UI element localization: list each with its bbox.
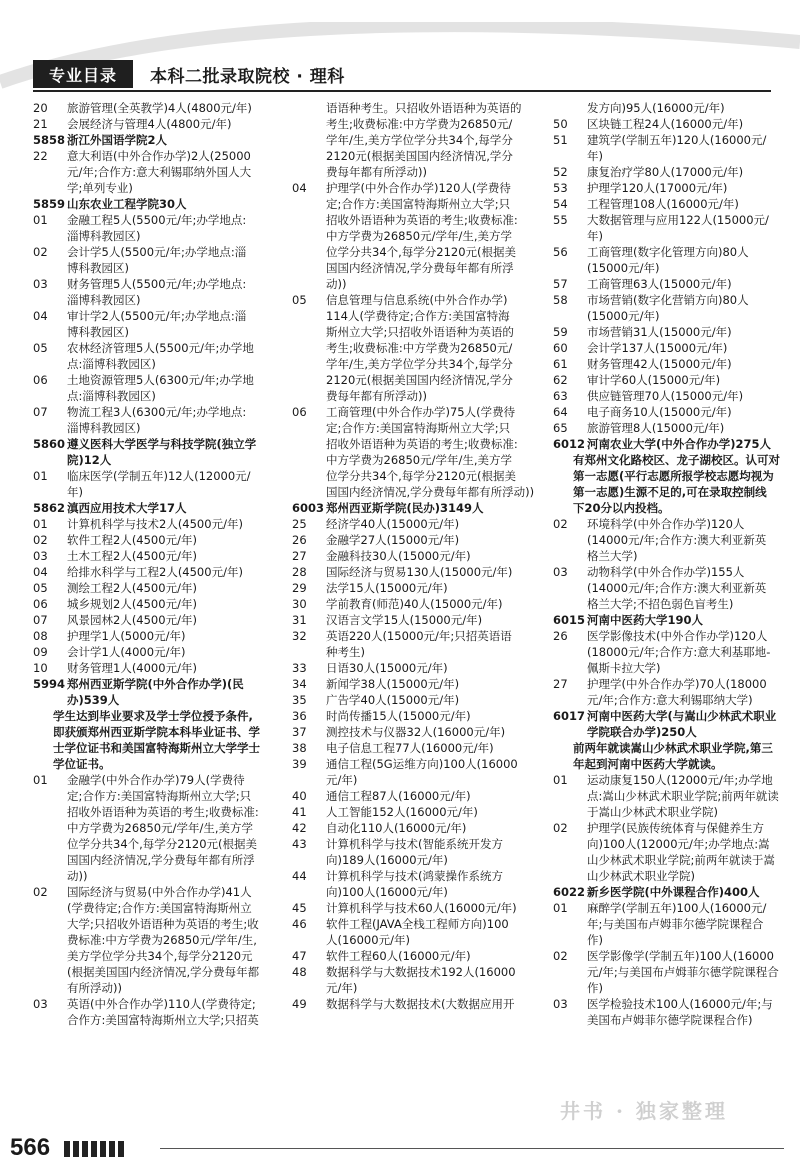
major-entry [553,164,785,180]
major-description: 土地资源管理5人(6300元/年;办学地 点:淄博科教园区) [67,373,254,403]
major-description: 护理学(民族传统体育与保健养生方 向)100人(12000元/年;办学地点:嵩 山少林武术职业学院;前两年就读于嵩 山少林武术职业学院) [587,821,775,883]
major-entry [553,372,785,388]
major-description: 护理学1人(5000元/年) [67,629,186,643]
major-entry [33,628,281,644]
major-entry [33,276,281,308]
major-code: 01 [33,517,48,531]
major-entry [292,724,542,740]
major-description: 医学影像技术(中外合作办学)120人 (18000元/年;合作方:意大利基耶地- 佩斯卡拉大学) [587,629,771,675]
major-description: 康复治疗学80人(17000元/年) [587,165,744,179]
major-code: 03 [33,549,48,563]
major-entry [553,212,785,244]
major-description: 数据科学与大数据技术192人(16000 元/年) [326,965,516,995]
major-entry [292,692,542,708]
school-code: 5994 [33,677,66,691]
major-entry [292,612,542,628]
school-code: 6015 [553,613,586,627]
major-entry [292,964,542,996]
major-code: 57 [553,277,568,291]
major-code: 62 [553,373,568,387]
major-entry [33,212,281,244]
major-code: 04 [33,309,48,323]
major-entry [33,660,281,676]
major-description: 金融科技30人(15000元/年) [326,549,471,563]
major-entry [33,516,281,532]
major-code: 33 [292,661,307,675]
major-entry [553,388,785,404]
major-description: 广告学40人(15000元/年) [326,693,460,707]
major-code: 36 [292,709,307,723]
major-description: 市场营销(数字化营销方向)80人 (15000元/年) [587,293,749,323]
major-code: 34 [292,677,307,691]
school-heading [33,500,281,516]
major-entry [292,628,542,660]
major-description: 计算机科学与技术(鸿蒙操作系统方 向)100人(16000元/年) [326,869,503,899]
watermark: 井书 · 独家整理 [560,1099,728,1123]
major-description: 工商管理(中外合作办学)75人(学费待 定;合作方:美国富特海斯州立大学;只 招收外语语种为英语的考生;收费标准: 中方学费为26850元/学年/生,美方学 位学分共34个,每学分2120元(根据美 国国内经济情况,学分费每年都有所浮动)) [326,405,535,499]
major-code: 04 [33,565,48,579]
major-entry [292,596,542,612]
major-entry [33,404,281,436]
major-entry [553,420,785,436]
major-description: 金融工程5人(5500元/年;办学地点: 淄博科教园区) [67,213,247,243]
major-description: 区块链工程24人(16000元/年) [587,117,744,131]
major-code: 29 [292,581,307,595]
school-name: 河南农业大学(中外合作办学)275人 [587,437,772,451]
school-code: 6022 [553,885,586,899]
major-code: 40 [292,789,307,803]
major-code: 64 [553,405,568,419]
major-code: 59 [553,325,568,339]
admission-note: 前两年就读嵩山少林武术职业学院,第三 年起到河南中医药大学就读。 [573,741,773,771]
major-description: 法学15人(15000元/年) [326,581,448,595]
school-code: 6012 [553,437,586,451]
major-code: 01 [33,213,48,227]
school-code: 5859 [33,197,66,211]
major-description: 英语(中外合作办学)110人(学费待定; 合作方:美国富特海斯州立大学;只招英 [67,997,259,1027]
major-description: 意大利语(中外合作办学)2人(25000 元/年;合作方:意大利锡耶纳外国人大 学;单列专业) [67,149,252,195]
major-description: 新闻学38人(15000元/年) [326,677,460,691]
major-entry [292,820,542,836]
major-code: 51 [553,133,568,147]
major-entry [553,628,785,676]
major-description: 日语30人(15000元/年) [326,661,448,675]
school-name: 遵义医科大学医学与科技学院(独立学 院)12人 [67,437,257,467]
major-code: 50 [553,117,568,131]
major-description: 城乡规划2人(4500元/年) [67,597,197,611]
continued-text: 语语种考生。只招收外语语种为英语的 考生;收费标准:中方学费为26850元/ 学年/生,美方学位学分共34个,每学分 2120元(根据美国国内经济情况,学分 费每年都有所浮动)) [326,101,522,179]
major-description: 通信工程87人(16000元/年) [326,789,471,803]
major-code: 02 [553,821,568,835]
major-description: 会计学137人(15000元/年) [587,341,728,355]
major-entry [292,836,542,868]
major-entry [553,132,785,164]
major-entry [33,580,281,596]
major-description: 电子商务10人(15000元/年) [587,405,732,419]
major-description: 审计学60人(15000元/年) [587,373,721,387]
major-entry [33,596,281,612]
major-entry [553,356,785,372]
major-code: 01 [553,773,568,787]
major-code: 61 [553,357,568,371]
major-code: 48 [292,965,307,979]
major-description: 国际经济与贸易130人(15000元/年) [326,565,513,579]
major-description: 软件工程60人(16000元/年) [326,949,471,963]
major-entry [33,644,281,660]
major-description: 动物科学(中外合作办学)155人 (14000元/年;合作方:澳大利亚新英 格兰大学;不招色弱色盲考生) [587,565,767,611]
major-code: 28 [292,565,307,579]
major-code: 27 [292,549,307,563]
major-code: 35 [292,693,307,707]
major-code: 26 [553,629,568,643]
school-name: 郑州西亚斯学院(中外合作办学)(民 办)539人 [67,677,244,707]
major-code: 06 [33,597,48,611]
major-code: 02 [33,885,48,899]
major-entry [292,804,542,820]
major-entry [292,900,542,916]
major-code: 03 [33,997,48,1011]
major-description: 环境科学(中外合作办学)120人 (14000元/年;合作方:澳大利亚新英 格兰大学) [587,517,767,563]
major-code: 39 [292,757,307,771]
column-right [553,100,785,1028]
major-description: 财务管理42人(15000元/年) [587,357,732,371]
major-description: 人工智能152人(16000元/年) [326,805,478,819]
school-code: 5860 [33,437,66,451]
major-entry [33,244,281,276]
major-description: 计算机科学与技术60人(16000元/年) [326,901,517,915]
major-description: 测绘工程2人(4500元/年) [67,581,197,595]
page-number: 566 [10,1134,51,1161]
major-code: 07 [33,613,48,627]
major-entry [33,468,281,500]
major-description: 计算机科学与技术(智能系统开发方 向)189人(16000元/年) [326,837,503,867]
admission-note: 学生达到毕业要求及学士学位授予条件, 即获颁郑州西亚斯学院本科毕业证书、学 士学位证书和美国富特海斯州立大学学士 学位证书。 [53,709,260,771]
major-description: 信息管理与信息系统(中外合作办学) 114人(学费待定;合作方:美国富特海 斯州立大学;只招收外语语种为英语的 考生;收费标准:中方学费为26850元/ 学年/生,美方学位学分共34个,每学分 2120元(根据美国国内经济情况,学分 费每年都有所浮动)) [326,293,514,403]
section-tag-label: 专业目录 [48,65,117,85]
major-entry [553,676,785,708]
school-name: 河南中医药大学190人 [587,613,704,627]
major-code: 52 [553,165,568,179]
major-entry [33,100,281,116]
school-heading [553,708,785,740]
major-entry [33,340,281,372]
major-description: 市场营销31人(15000元/年) [587,325,732,339]
major-description: 经济学40人(15000元/年) [326,517,460,531]
major-code: 03 [553,565,568,579]
major-entry [553,292,785,324]
school-name: 滇西应用技术大学17人 [67,501,187,515]
major-description: 汉语言文学15人(15000元/年) [326,613,483,627]
major-entry [33,612,281,628]
major-description: 自动化110人(16000元/年) [326,821,467,835]
major-description: 金融学(中外合作办学)79人(学费待 定;合作方:美国富特海斯州立大学;只 招收外语语种为英语的考生;收费标准: 中方学费为26850元/学年/生,美方学 位学分共34个,每学分2120元(根据美 国国内经济情况,学分费每年都有所浮 动)) [67,773,259,883]
major-entry [292,756,542,788]
major-code: 25 [292,517,307,531]
major-description: 测控技术与仪器32人(16000元/年) [326,725,506,739]
major-description: 供应链管理70人(15000元/年) [587,389,744,403]
major-entry [553,324,785,340]
major-entry [33,772,281,884]
major-code: 55 [553,213,568,227]
major-description: 会计学5人(5500元/年;办学地点:淄 博科教园区) [67,245,247,275]
column-middle [292,100,542,1012]
school-name: 郑州西亚斯学院(民办)3149人 [326,501,484,515]
major-code: 01 [553,901,568,915]
major-entry [292,548,542,564]
major-description: 会计学1人(4000元/年) [67,645,186,659]
school-name: 新乡医学院(中外课程合作)400人 [587,885,760,899]
major-entry [553,116,785,132]
school-heading [33,436,281,468]
major-description: 护理学(中外合作办学)120人(学费待 定;合作方:美国富特海斯州立大学;只 招收外语语种为英语的考生;收费标准: 中方学费为26850元/学年/生,美方学 位学分共34个,每学分2120元(根据美 国国内经济情况,学分费每年都有所浮 动)) [326,181,518,291]
major-description: 英语220人(15000元/年;只招英语语 种考生) [326,629,512,659]
school-heading [292,500,542,516]
major-entry [553,180,785,196]
major-code: 05 [33,341,48,355]
header-divider [33,90,771,92]
major-code: 46 [292,917,307,931]
major-code: 56 [553,245,568,259]
major-entry [292,740,542,756]
major-description: 电子信息工程77人(16000元/年) [326,741,494,755]
major-code: 20 [33,101,48,115]
major-code: 02 [553,949,568,963]
major-code: 65 [553,421,568,435]
major-description: 护理学120人(17000元/年) [587,181,728,195]
major-entry [553,340,785,356]
major-code: 02 [33,533,48,547]
school-heading [33,132,281,148]
admission-note: 有郑州文化路校区、龙子湖校区。认可对 第一志愿(平行志愿所报学校志愿均视为 第一志愿)生源不足的,可在录取控制线 下20分以内投档。 [573,453,780,515]
major-entry [553,404,785,420]
major-entry [292,660,542,676]
major-code: 06 [292,405,307,419]
major-description: 麻醉学(学制五年)100人(16000元/ 年;与美国布卢姆菲尔德学院课程合 作) [587,901,767,947]
major-code: 54 [553,197,568,211]
major-code: 06 [33,373,48,387]
major-code: 08 [33,629,48,643]
school-heading [553,884,785,900]
major-description: 软件工程(JAVA全栈工程师方向)100 人(16000元/年) [326,917,509,947]
major-description: 旅游管理(全英教学)4人(4800元/年) [67,101,252,115]
major-code: 42 [292,821,307,835]
major-code: 02 [33,245,48,259]
major-entry [292,708,542,724]
major-entry [33,372,281,404]
major-description: 医学影像学(学制五年)100人(16000 元/年;与美国布卢姆菲尔德学院课程合 作) [587,949,779,995]
major-description: 数据科学与大数据技术(大数据应用开 [326,997,515,1011]
major-entry [292,916,542,948]
major-entry [553,516,785,564]
major-entry [292,676,542,692]
school-heading [33,196,281,212]
major-code: 53 [553,181,568,195]
continued-text: 发方向)95人(16000元/年) [587,101,725,115]
major-description: 建筑学(学制五年)120人(16000元/ 年) [587,133,767,163]
major-entry [33,532,281,548]
major-description: 工程管理108人(16000元/年) [587,197,739,211]
major-description: 旅游管理8人(15000元/年) [587,421,725,435]
major-description: 风景园林2人(4500元/年) [67,613,197,627]
major-entry [553,196,785,212]
major-code: 60 [553,341,568,355]
major-code: 03 [33,277,48,291]
major-description: 物流工程3人(6300元/年;办学地点: 淄博科教园区) [67,405,247,435]
major-entry [33,996,281,1028]
major-entry [292,532,542,548]
major-entry [553,276,785,292]
major-code: 26 [292,533,307,547]
school-code: 6017 [553,709,586,723]
major-code: 63 [553,389,568,403]
major-description: 大数据管理与应用122人(15000元/ 年) [587,213,769,243]
major-entry [553,900,785,948]
major-entry [292,564,542,580]
major-code: 02 [553,517,568,531]
major-entry [553,244,785,276]
major-description: 临床医学(学制五年)12人(12000元/ 年) [67,469,251,499]
major-code: 22 [33,149,48,163]
major-code: 01 [33,773,48,787]
major-description: 软件工程2人(4500元/年) [67,533,197,547]
major-entry [292,180,542,292]
major-code: 05 [33,581,48,595]
school-code: 5862 [33,501,66,515]
major-entry [33,884,281,996]
major-entry [33,548,281,564]
major-code: 37 [292,725,307,739]
major-code: 47 [292,949,307,963]
school-name: 山东农业工程学院30人 [67,197,187,211]
major-description: 工商管理(数字化管理方向)80人 (15000元/年) [587,245,749,275]
page-header [0,0,800,92]
major-code: 58 [553,293,568,307]
major-code: 05 [292,293,307,307]
school-name: 河南中医药大学(与嵩山少林武术职业 学院联合办学)250人 [587,709,777,739]
major-code: 09 [33,645,48,659]
major-code: 31 [292,613,307,627]
major-entry [292,868,542,900]
major-description: 财务管理5人(5500元/年;办学地点: 淄博科教园区) [67,277,247,307]
major-description: 医学检验技术100人(16000元/年;与 美国布卢姆菲尔德学院课程合作) [587,997,773,1027]
major-entry [553,564,785,612]
major-description: 国际经济与贸易(中外合作办学)41人 (学费待定;合作方:美国富特海斯州立 大学;只招收外语语种为英语的考生;收 费标准:中方学费为26850元/学年/生, 美方学位学分共34个,每学分2120元 (根据美国国内经济情况,学分费每年都 有所浮动)) [67,885,260,995]
major-description: 通信工程(5G运维方向)100人(16000 元/年) [326,757,518,787]
major-code: 30 [292,597,307,611]
major-description: 审计学2人(5500元/年;办学地点:淄 博科教园区) [67,309,247,339]
page-footer [0,1130,800,1176]
major-description: 计算机科学与技术2人(4500元/年) [67,517,243,531]
major-entry [292,948,542,964]
major-code: 03 [553,997,568,1011]
major-code: 44 [292,869,307,883]
major-entry [292,516,542,532]
major-entry [33,564,281,580]
major-description: 工商管理63人(15000元/年) [587,277,732,291]
major-description: 会展经济与管理4人(4800元/年) [67,117,232,131]
major-entry [553,948,785,996]
major-entry [553,820,785,884]
major-code: 38 [292,741,307,755]
major-code: 45 [292,901,307,915]
major-code: 10 [33,661,48,675]
major-entry [292,292,542,404]
school-heading [33,676,281,708]
major-code: 41 [292,805,307,819]
major-code: 49 [292,997,307,1011]
page-title: 本科二批录取院校 · 理科 [150,67,345,87]
major-code: 27 [553,677,568,691]
major-description: 财务管理1人(4000元/年) [67,661,197,675]
major-entry [292,996,542,1012]
major-entry [33,116,281,132]
school-code: 6003 [292,501,325,515]
major-entry [553,772,785,820]
major-entry [292,404,542,500]
column-left [33,100,281,1028]
school-heading [553,436,785,452]
major-code: 21 [33,117,48,131]
school-code: 5858 [33,133,66,147]
major-description: 学前教育(师范)40人(15000元/年) [326,597,503,611]
major-entry [33,148,281,196]
major-code: 04 [292,181,307,195]
major-entry [292,580,542,596]
footer-bar-decoration [64,1141,124,1157]
section-tag [33,60,133,88]
major-description: 运动康复150人(12000元/年;办学地 点:嵩山少林武术职业学院;前两年就读 于嵩山少林武术职业学院) [587,773,779,819]
major-entry [553,996,785,1028]
major-entry [292,788,542,804]
major-description: 金融学27人(15000元/年) [326,533,460,547]
footer-divider [160,1148,784,1149]
major-code: 32 [292,629,307,643]
major-description: 农林经济管理5人(5500元/年;办学地 点:淄博科教园区) [67,341,254,371]
major-entry [33,308,281,340]
major-code: 07 [33,405,48,419]
major-description: 给排水科学与工程2人(4500元/年) [67,565,243,579]
school-heading [553,612,785,628]
major-code: 43 [292,837,307,851]
major-description: 土木工程2人(4500元/年) [67,549,197,563]
major-code: 01 [33,469,48,483]
school-name: 浙江外国语学院2人 [67,133,168,147]
major-description: 护理学(中外合作办学)70人(18000 元/年;合作方:意大利锡耶纳大学) [587,677,767,707]
major-description: 时尚传播15人(15000元/年) [326,709,471,723]
